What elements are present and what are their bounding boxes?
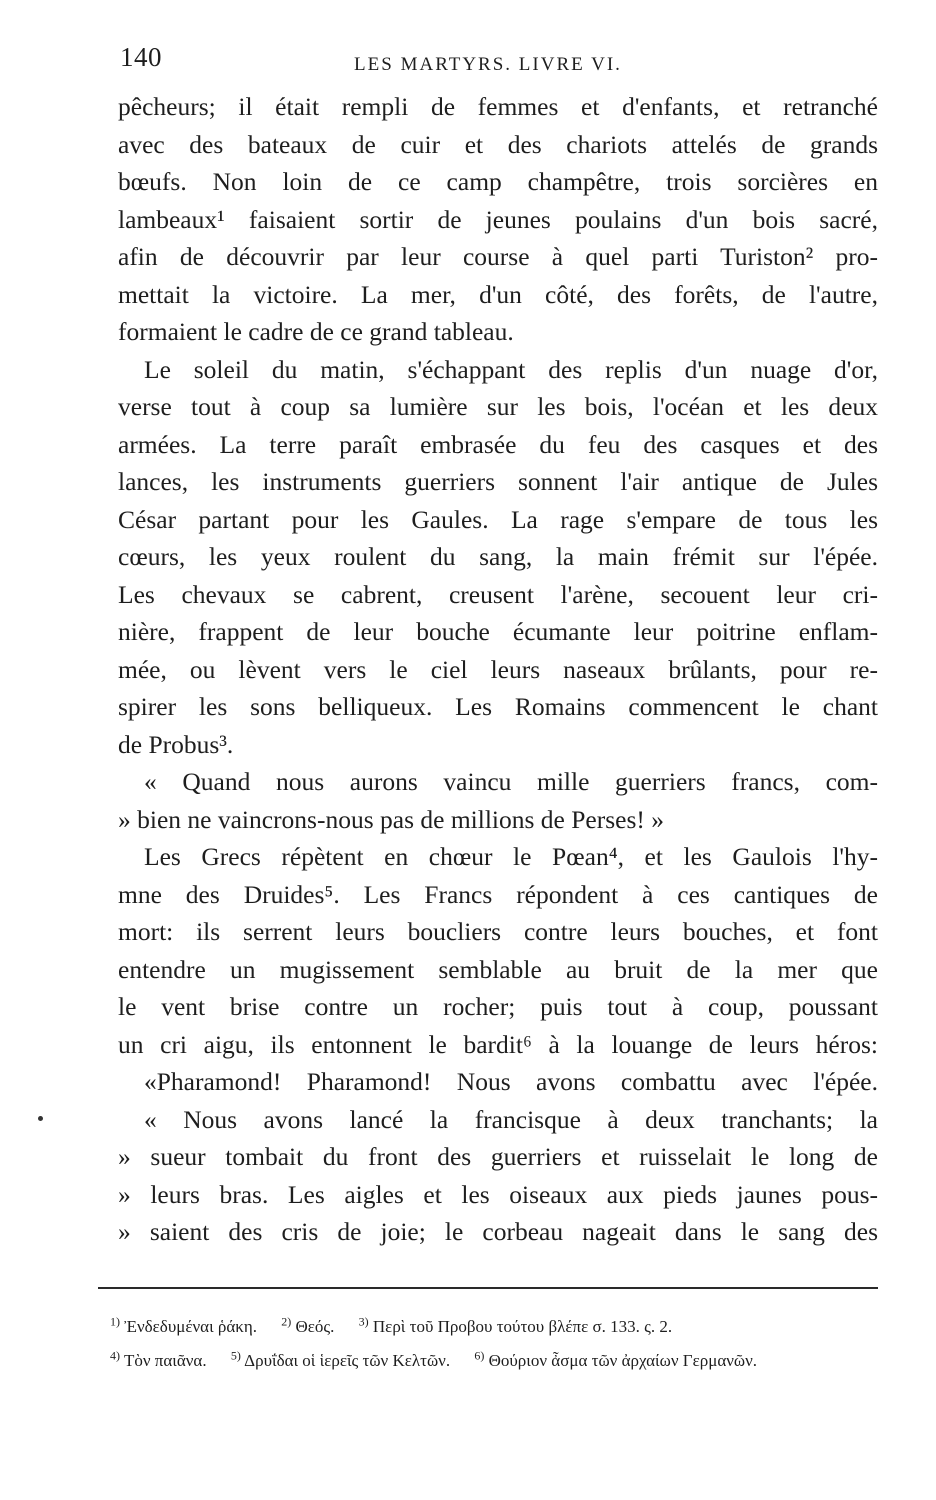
text-line: verse tout à coup sa lumière sur les bois, l'océan et les deux [118,392,878,421]
footnote [281,1310,334,1344]
text-line: mort: ils serrent leurs boucliers contre leurs bouches, et font [118,917,878,946]
footnote-number: 6) [474,1348,485,1363]
footnote-text: Περὶ τοῦ Προβου τούτου βλέπε σ. 133. ς. 2. [372,1317,673,1336]
footnotes [110,1310,880,1378]
text-line: armées. La terre paraît embrasée du feu des casques et des [118,429,878,459]
text-line: spirer les sons belliqueux. Les Romains commencent le chant [118,692,878,721]
text-line: bœufs. Non loin de ce camp champêtre, trois sorcières en [118,167,878,196]
footnote [110,1344,207,1378]
footnote-number: 2) [281,1314,292,1329]
page-number: 140 [120,42,162,72]
text-line: mettait la victoire. La mer, d'un côté, des forêts, de l'autre, [118,279,878,309]
footnote-number: 4) [110,1348,120,1363]
text-line: afin de découvrir par leur course à quel parti Turiston² pro- [118,242,878,271]
text-line: mne des Druides⁵. Les Francs répondent à ces cantiques de [118,879,878,909]
footnote-number: 1) [110,1314,120,1329]
text-line: mée, ou lèvent vers le ciel leurs naseaux brûlants, pour re- [118,654,878,684]
text-line: lances, les instruments guerriers sonnent l'air antique de Jules [118,467,878,496]
text-line: entendre un mugissement semblable au bruit de la mer que [118,954,878,984]
running-head: LES MARTYRS. LIVRE VI. [354,54,622,75]
text-line: » leurs bras. Les aigles et les oiseaux aux pieds jaunes pous- [118,1179,878,1209]
text-line: formaient le cadre de ce grand tableau. [118,317,514,346]
text-line: César partant pour les Gaules. La rage s'empare de tous les [118,504,878,534]
text-line: pêcheurs; il était rempli de femmes et d'enfants, et retranché [118,92,878,121]
footnote-text: Θούριον ἆσμα τῶν ἀρχαίων Γερμανῶν. [488,1351,758,1370]
ink-speck [38,1116,43,1121]
footnote-text: Δρυΐδαι οἱ ἱερεῖς τῶν Κελτῶν. [244,1351,451,1370]
footnote [359,1310,672,1344]
footnote-divider [98,1287,878,1289]
footnote-line [110,1310,880,1344]
body-text [118,88,878,1251]
footnote-text: Θεός. [295,1317,335,1336]
footnote [110,1310,257,1344]
text-line: » sueur tombait du front des guerriers et ruisselait le long de [118,1142,878,1171]
text-line: « Nous avons lancé la francisque à deux tranchants; la [144,1104,878,1134]
text-line: Le soleil du matin, s'échappant des replis d'un nuage d'or, [144,354,878,384]
text-line: » bien ne vaincrons-nous pas de millions de Perses! » [118,804,665,834]
footnote-line [110,1344,880,1378]
text-line: Les chevaux se cabrent, creusent l'arène, secouent leur cri- [118,579,878,609]
footnote [231,1344,450,1378]
text-line: Les Grecs répètent en chœur le Pœan⁴, et les Gaulois l'hy- [144,842,878,871]
footnote-number: 5) [230,1348,241,1363]
text-line: avec des bateaux de cuir et des chariots attelés de grands [118,129,878,159]
footnote-text: Ἐνδεδυμέναι ῥάκη. [124,1317,257,1336]
text-line: de Probus³. [118,729,234,759]
footnote-text: Τὸν παιᾶνα. [123,1351,207,1370]
text-line: un cri aigu, ils entonnent le bardit⁶ à la louange de leurs héros: [118,1029,878,1059]
text-line: le vent brise contre un rocher; puis tout à coup, poussant [118,992,878,1021]
text-line: lambeaux¹ faisaient sortir de jeunes poulains d'un bois sacré, [118,204,878,234]
text-line: « Quand nous aurons vaincu mille guerriers francs, com- [144,767,878,796]
text-line: cœurs, les yeux roulent du sang, la main frémit sur l'épée. [118,542,878,571]
text-line: nière, frappent de leur bouche écumante leur poitrine enflam- [118,617,878,646]
footnote [474,1344,757,1378]
text-line: «Pharamond! Pharamond! Nous avons combattu avec l'épée. [144,1067,878,1096]
footnote-number: 3) [358,1314,369,1329]
text-line: » saient des cris de joie; le corbeau nageait dans le sang des [118,1217,878,1246]
